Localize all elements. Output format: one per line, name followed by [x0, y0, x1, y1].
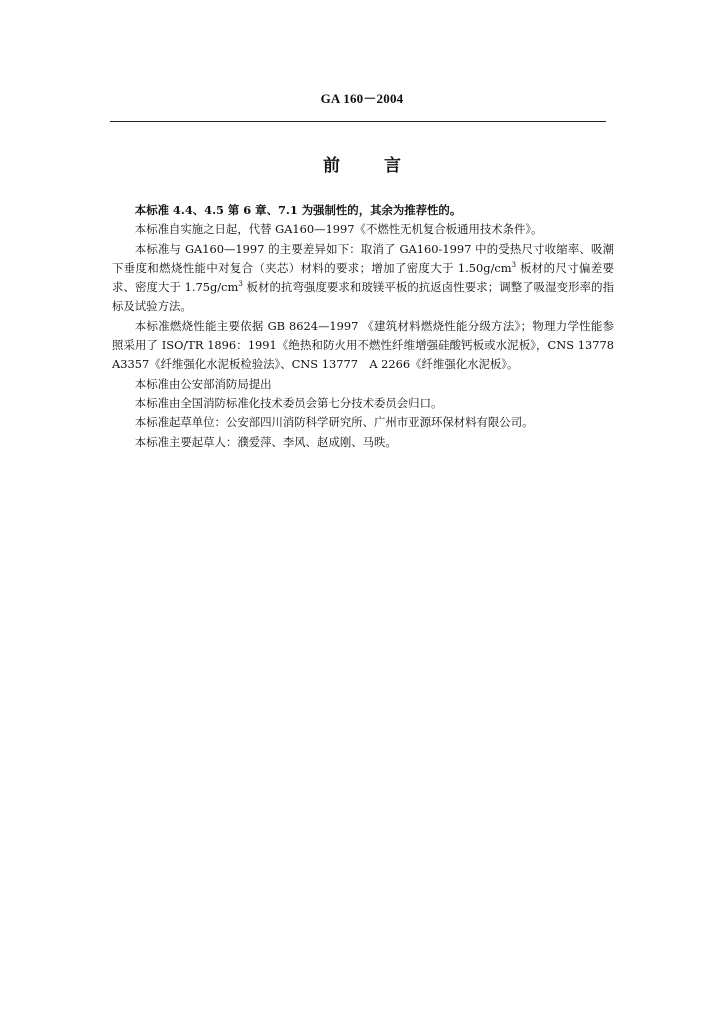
differences-text-3: 板材的抗弯强度要求和玻镁平板的抗返卤性要求；调整了吸湿变形率的指标及试验方法。 [112, 280, 614, 314]
superscript-3: 3 [238, 280, 243, 289]
title-char-2: 言 [384, 156, 401, 176]
superscript-3: 3 [511, 261, 517, 270]
differences-paragraph [112, 240, 614, 317]
administrator-paragraph: 本标准由全国消防标准化技术委员会第七分技术委员会归口。 [134, 395, 443, 410]
document-code: GA 160－2004 [320, 91, 404, 106]
drafters-paragraph: 本标准主要起草人：濮爱萍、李风、赵成刚、马昳。 [134, 434, 397, 449]
header-rule [110, 121, 606, 122]
foreword-body [112, 201, 626, 452]
differences-text-2: 板材的尺寸偏差要求、密度大于 1.75g/cm [112, 260, 614, 295]
proposer-paragraph: 本标准由公安部消防局提出 [134, 376, 272, 391]
differences-text-1: 本标准与 GA160—1997 的主要差异如下：取消了 GA160-1997 中的受热尺寸收缩率、吸潮下垂度和燃烧性能中对复合（夹芯）材料的要求；增加了密度大于 1.50g/cm [112, 241, 614, 275]
basis-paragraph: 本标准燃烧性能主要依据 GB 8624—1997 《建筑材料燃烧性能分级方法》；物理力学性能参照采用了 ISO/TR 1896：1991《绝热和防火用不燃性纤维增强硅酸钙板或水泥板》，CNS 13778 A3357《纤维强化水泥板检验法》、CNS 13777 A 2266《纤维强化水泥板》。 [112, 318, 626, 372]
mandatory-clauses-paragraph: 本标准 4.4、4.5 第 6 章、7.1 为强制性的，其余为推荐性的。 [134, 203, 462, 217]
drafting-units-paragraph: 本标准起草单位：公安部四川消防科学研究所、广州市亚源环保材料有限公司。 [134, 415, 534, 430]
title-char-1: 前 [323, 156, 340, 176]
page-title [0, 151, 724, 176]
replacement-paragraph: 本标准自实施之日起，代替 GA160—1997《不燃性无机复合板通用技术条件》。 [134, 222, 543, 237]
